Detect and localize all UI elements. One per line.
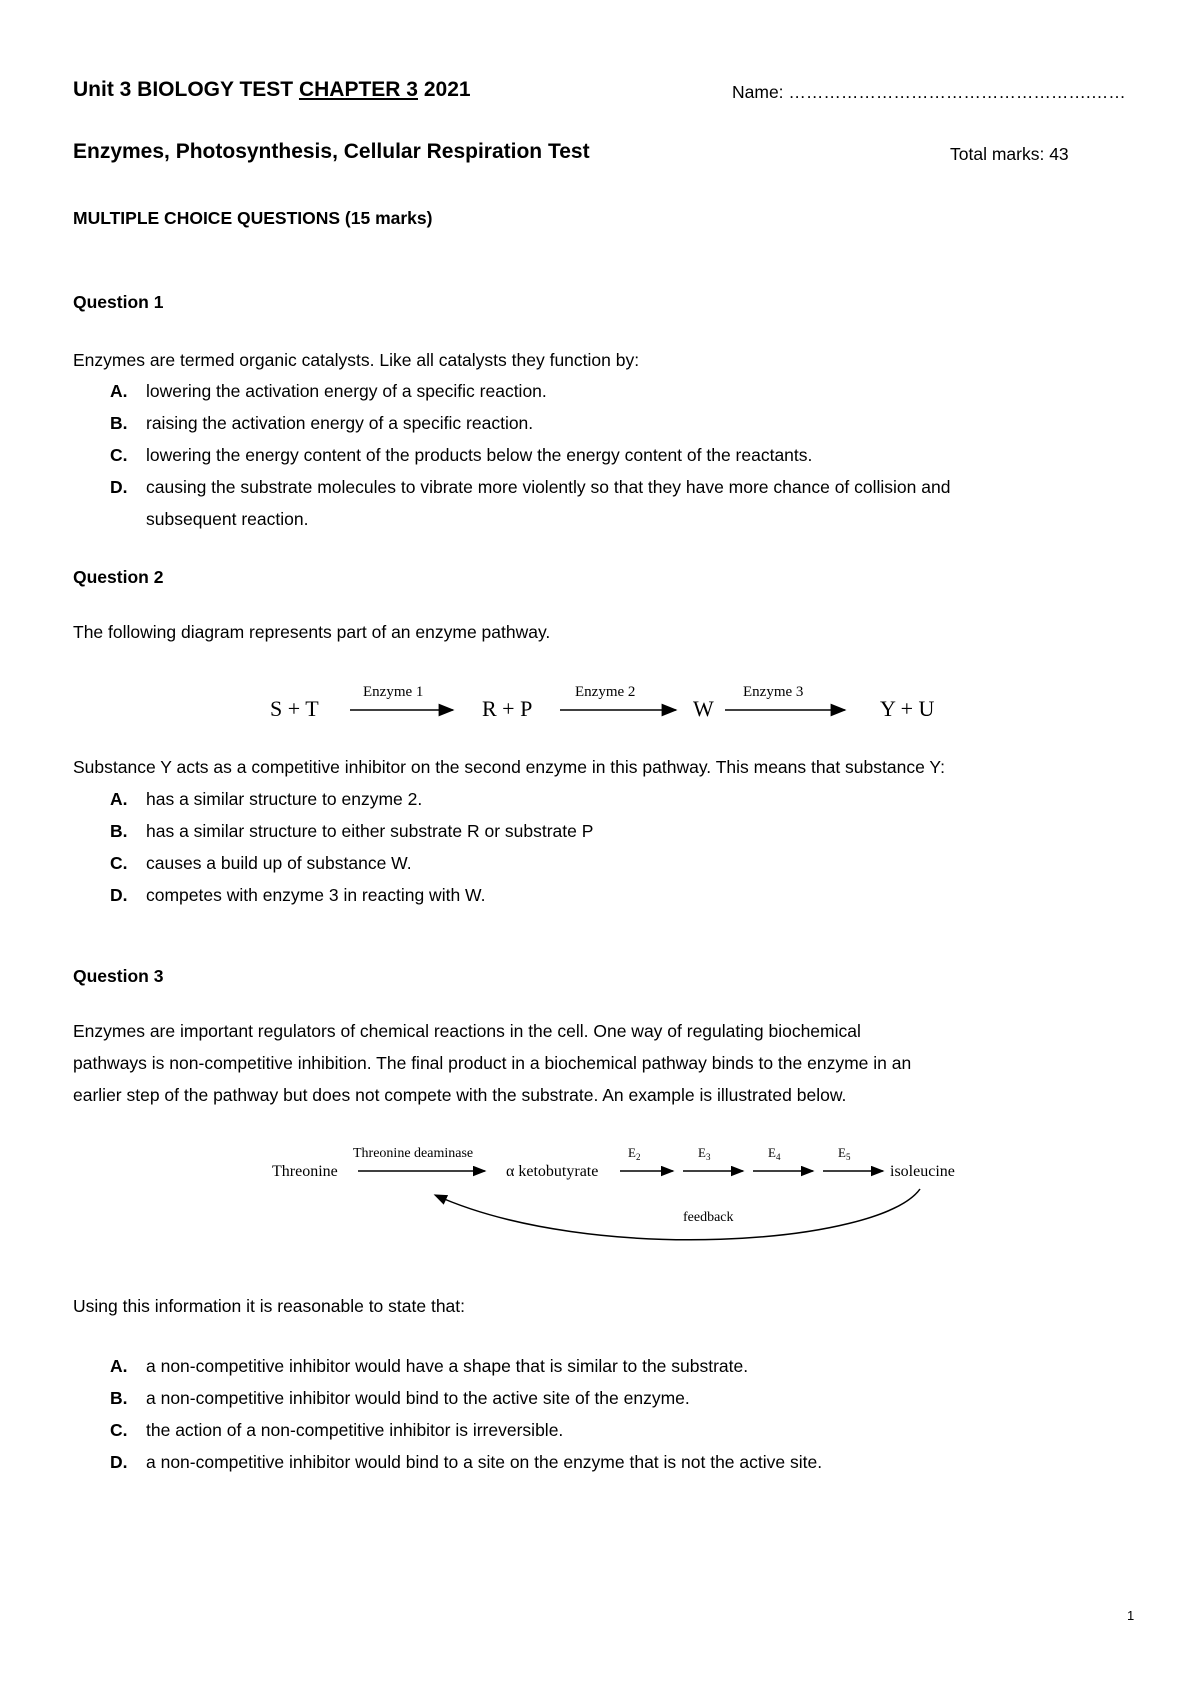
test-title xyxy=(73,78,471,102)
question-1-option-d-continued: subsequent reaction. xyxy=(146,509,309,529)
option-letter: B. xyxy=(110,413,128,433)
enzyme-e4-subscript: 4 xyxy=(775,1152,781,1162)
option-text: has a similar structure to enzyme 2. xyxy=(146,789,423,809)
enzyme-3-label: Enzyme 3 xyxy=(743,684,804,700)
feedback-inhibition-diagram xyxy=(260,1135,980,1250)
enzyme-e3-subscript: 3 xyxy=(705,1152,711,1162)
option-text: the action of a non-competitive inhibitor is irreversible. xyxy=(146,1420,564,1440)
enzyme-e3-label xyxy=(698,1145,711,1162)
section-heading: MULTIPLE CHOICE QUESTIONS (15 marks) xyxy=(73,208,433,228)
option-text: lowering the energy content of the products below the energy content of the reactants. xyxy=(146,445,813,465)
question-1-option-a xyxy=(110,381,547,402)
enzyme-e2-letter: E xyxy=(628,1145,636,1160)
threonine-deaminase-label: Threonine deaminase xyxy=(353,1146,474,1161)
option-text: a non-competitive inhibitor would bind to the active site of the enzyme. xyxy=(146,1388,690,1408)
enzyme-e3-letter: E xyxy=(698,1145,706,1160)
title-suffix: 2021 xyxy=(418,78,471,101)
option-letter: C. xyxy=(110,853,128,873)
question-3-para-line-2: pathways is non-competitive inhibition. The final product in a biochemical pathway binds to the enzyme in an xyxy=(73,1053,912,1073)
option-text: a non-competitive inhibitor would have a shape that is similar to the substrate. xyxy=(146,1356,749,1376)
option-text: has a similar structure to either substrate R or substrate P xyxy=(146,821,594,841)
question-3-heading: Question 3 xyxy=(73,966,164,986)
option-text: competes with enzyme 3 in reacting with W. xyxy=(146,885,486,905)
option-text: lowering the activation energy of a specific reaction. xyxy=(146,381,547,401)
option-letter: D. xyxy=(110,885,128,905)
enzyme-e5-subscript: 5 xyxy=(845,1152,851,1162)
question-2-option-b xyxy=(110,821,593,842)
enzyme-e4-letter: E xyxy=(768,1145,776,1160)
enzyme-e4-label xyxy=(768,1145,781,1162)
option-letter: A. xyxy=(110,1356,128,1376)
question-2-stem: Substance Y acts as a competitive inhibitor on the second enzyme in this pathway. This means that substance Y: xyxy=(73,757,945,777)
alpha-ketobutyrate-label: α ketobutyrate xyxy=(506,1163,599,1180)
question-1-heading: Question 1 xyxy=(73,292,164,312)
option-letter: C. xyxy=(110,1420,128,1440)
question-2-option-c xyxy=(110,853,412,874)
option-letter: A. xyxy=(110,381,128,401)
question-2-option-a xyxy=(110,789,422,810)
question-3-para-line-3: earlier step of the pathway but does not compete with the substrate. An example is illustrated below. xyxy=(73,1085,847,1105)
title-chapter: CHAPTER 3 xyxy=(298,78,418,101)
feedback-arrow xyxy=(435,1189,920,1240)
question-3-option-a xyxy=(110,1356,748,1377)
title-prefix: Unit 3 BIOLOGY TEST xyxy=(73,78,299,101)
option-text: causes a build up of substance W. xyxy=(146,853,412,873)
enzyme-1-label: Enzyme 1 xyxy=(363,684,424,700)
option-letter: D. xyxy=(110,1452,128,1472)
question-1-option-b xyxy=(110,413,533,434)
question-1-option-c xyxy=(110,445,812,466)
question-3-para-line-1: Enzymes are important regulators of chemical reactions in the cell. One way of regulating biochemical xyxy=(73,1021,861,1041)
option-letter: C. xyxy=(110,445,128,465)
enzyme-e2-subscript: 2 xyxy=(635,1152,641,1162)
option-letter: B. xyxy=(110,821,128,841)
option-text: causing the substrate molecules to vibrate more violently so that they have more chance of collision and xyxy=(146,477,951,497)
question-2-option-d xyxy=(110,885,485,906)
option-letter: D. xyxy=(110,477,128,497)
enzyme-pathway-diagram xyxy=(260,670,960,730)
total-marks: Total marks: 43 xyxy=(950,144,1069,164)
product-y-u: Y + U xyxy=(880,696,935,721)
enzyme-2-label: Enzyme 2 xyxy=(575,684,636,700)
substrate-s-t: S + T xyxy=(270,696,319,721)
enzyme-e5-letter: E xyxy=(838,1145,846,1160)
question-3-stem: Using this information it is reasonable to state that: xyxy=(73,1296,466,1316)
question-1-stem: Enzymes are termed organic catalysts. Like all catalysts they function by: xyxy=(73,350,640,370)
question-3-option-d xyxy=(110,1452,822,1473)
name-field-label: Name: …………………………………………….…… xyxy=(732,82,1126,102)
test-subtitle: Enzymes, Photosynthesis, Cellular Respiration Test xyxy=(73,140,590,163)
enzyme-e5-label xyxy=(838,1145,851,1162)
page-number: 1 xyxy=(1127,1608,1135,1623)
question-3-option-c xyxy=(110,1420,563,1441)
option-letter: B. xyxy=(110,1388,128,1408)
question-2-heading: Question 2 xyxy=(73,567,164,587)
substrate-r-p: R + P xyxy=(482,696,533,721)
feedback-label: feedback xyxy=(683,1210,734,1225)
enzyme-e2-label xyxy=(628,1145,640,1162)
isoleucine-label: isoleucine xyxy=(890,1163,955,1180)
option-text: raising the activation energy of a specific reaction. xyxy=(146,413,534,433)
question-3-option-b xyxy=(110,1388,690,1409)
threonine-label: Threonine xyxy=(272,1163,338,1180)
option-text: a non-competitive inhibitor would bind to a site on the enzyme that is not the active site. xyxy=(146,1452,823,1472)
question-1-option-d xyxy=(110,477,950,498)
option-letter: A. xyxy=(110,789,128,809)
substrate-w: W xyxy=(693,696,714,721)
question-2-intro: The following diagram represents part of an enzyme pathway. xyxy=(73,622,551,642)
